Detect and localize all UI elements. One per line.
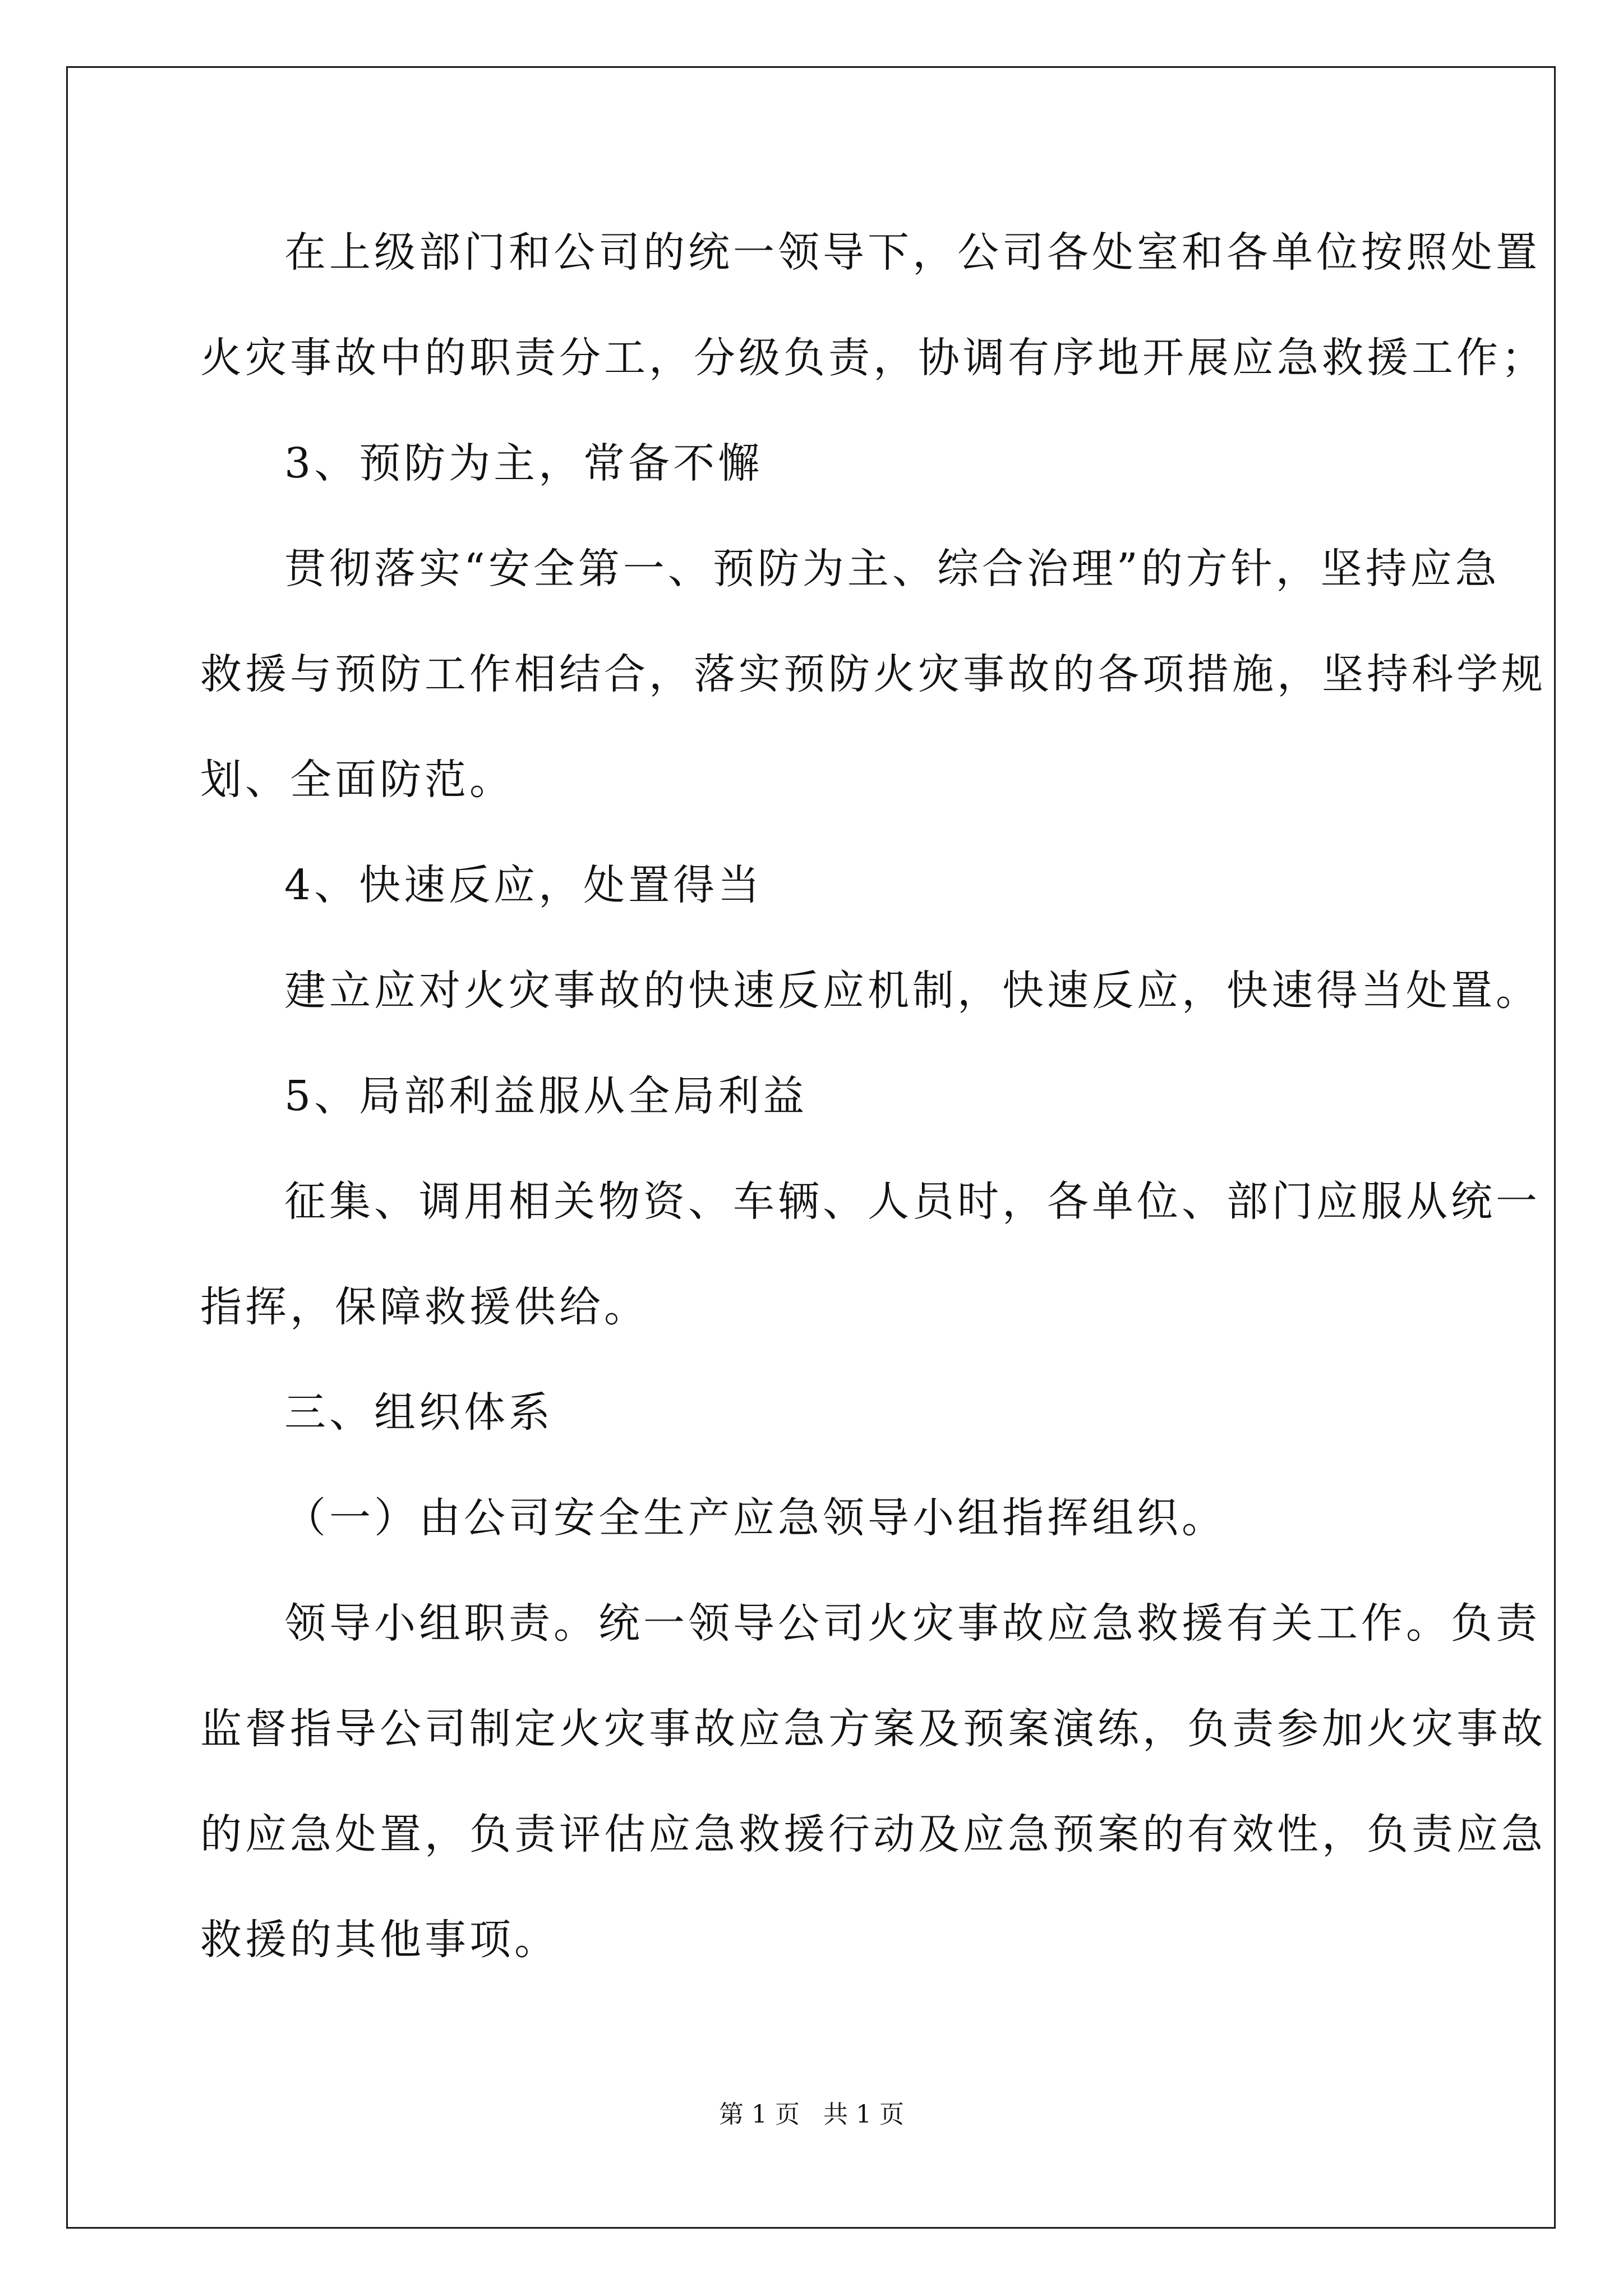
paragraph-line: 划、全面防范。 (200, 756, 514, 804)
paragraph-line: 救援与预防工作相结合，落实预防火灾事故的各项措施，坚持科学规 (200, 650, 1546, 698)
section-heading: 三、组织体系 (284, 1388, 554, 1437)
paragraph-line: 指挥，保障救援供给。 (200, 1283, 649, 1331)
paragraph-line: 建立应对火灾事故的快速反应机制，快速反应，快速得当处置。 (284, 967, 1541, 1015)
paragraph-line: 贯彻落实“安全第一、预防为主、综合治理”的方针，坚持应急 (284, 545, 1500, 593)
paragraph-line: 在上级部门和公司的统一领导下，公司各处室和各单位按照处置 (284, 228, 1541, 277)
paragraph-line: 的应急处置，负责评估应急救援行动及应急预案的有效性，负责应急 (200, 1810, 1546, 1858)
page-number-footer: 第 1 页 共 1 页 (719, 2100, 904, 2129)
section-heading: 5、局部利益服从全局利益 (284, 1072, 808, 1120)
paragraph-line: 救援的其他事项。 (200, 1916, 559, 1964)
paragraph-line: 监督指导公司制定火灾事故应急方案及预案演练，负责参加火灾事故 (200, 1705, 1546, 1753)
section-heading: 4、快速反应，处置得当 (284, 861, 763, 909)
paragraph-line: 火灾事故中的职责分工，分级负责，协调有序地开展应急救援工作； (200, 334, 1546, 382)
subsection-heading: （一）由公司安全生产应急领导小组指挥组织。 (284, 1494, 1227, 1542)
paragraph-line: 征集、调用相关物资、车辆、人员时，各单位、部门应服从统一 (284, 1177, 1541, 1226)
section-heading: 3、预防为主，常备不懈 (284, 439, 763, 487)
paragraph-line: 领导小组职责。统一领导公司火灾事故应急救援有关工作。负责 (284, 1599, 1541, 1648)
page-border (66, 66, 1556, 2229)
